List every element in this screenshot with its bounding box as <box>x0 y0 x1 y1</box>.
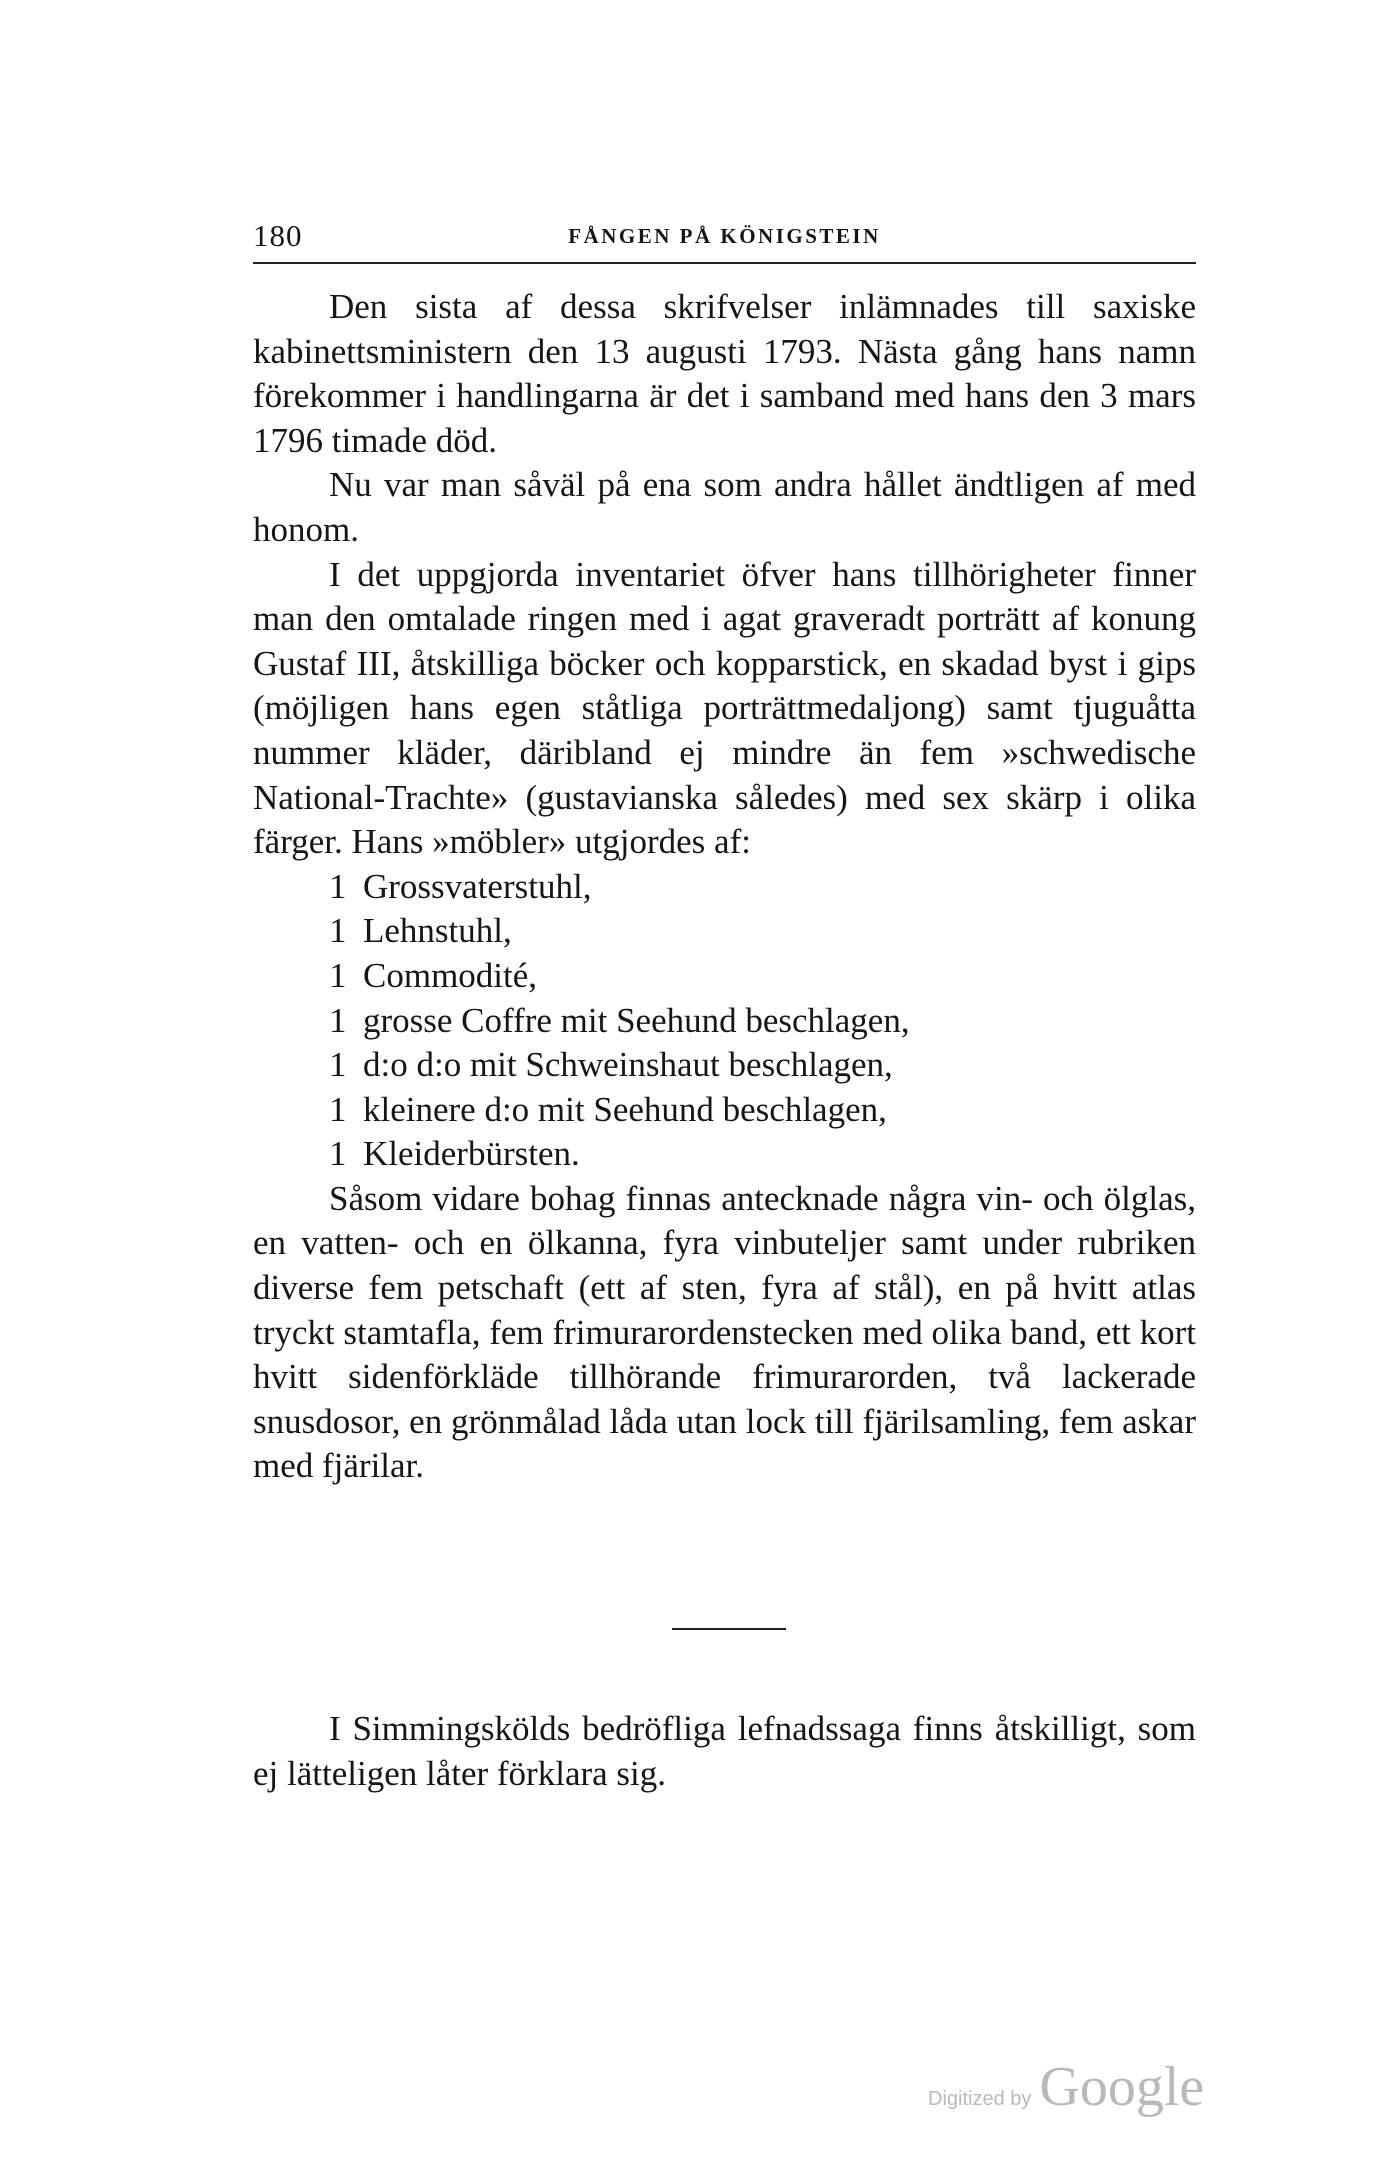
inventory-item <box>329 865 1196 910</box>
body-text <box>253 285 1196 1489</box>
item-text: Grossvaterstuhl, <box>363 866 592 906</box>
item-count: 1 <box>329 911 347 951</box>
item-text: Commodité, <box>363 955 538 995</box>
inventory-item <box>329 1043 1196 1088</box>
watermark-prefix: Digitized by <box>928 2088 1032 2110</box>
item-text: grosse Coffre mit Seehund beschlagen, <box>363 1000 910 1040</box>
page-number: 180 <box>253 218 303 253</box>
item-count: 1 <box>329 866 347 906</box>
item-text: Lehnstuhl, <box>363 911 512 951</box>
inventory-item <box>329 1132 1196 1177</box>
item-text: Kleiderbürsten. <box>363 1134 580 1174</box>
paragraph: I det uppgjorda inventariet öfver hans tillhörigheter finner man den omtalade ringen med i agat graveradt porträtt af konung Gustaf III, åtskilliga böcker och kopparstick, en skadad byst i gips (möjligen hans egen ståtliga porträttmedaljong) samt tjuguåtta nummer kläder, däribland ej mindre än fem »schwedische National-Trachte» (gustavianska således) med sex skärp i olika färger. Hans »möbler» utgjordes af: <box>253 554 1196 862</box>
inventory-item <box>329 909 1196 954</box>
inventory-item <box>329 954 1196 999</box>
item-count: 1 <box>329 955 347 995</box>
footnote-text: I Simmingskölds bedröfliga lefnadssaga finns åtskilligt, som ej lätteligen låter förklara sig. <box>253 1709 1196 1793</box>
running-head <box>253 218 1196 264</box>
inventory-list <box>253 865 1196 1177</box>
item-count: 1 <box>329 1089 347 1129</box>
item-text: kleinere d:o mit Seehund beschlagen, <box>363 1089 887 1129</box>
item-count: 1 <box>329 1045 347 1085</box>
running-title: FÅNGEN PÅ KÖNIGSTEIN <box>568 224 881 248</box>
inventory-item <box>329 999 1196 1044</box>
footnote-divider <box>672 1628 786 1630</box>
footnote <box>253 1707 1196 1796</box>
watermark-brand: Google <box>1039 2056 1205 2118</box>
paragraph: Nu var man såväl på ena som andra hållet ändtligen af med honom. <box>253 465 1196 549</box>
digitization-watermark <box>928 2055 1204 2119</box>
item-count: 1 <box>329 1000 347 1040</box>
item-text: d:o d:o mit Schweinshaut beschlagen, <box>363 1045 893 1085</box>
paragraph: Såsom vidare bohag finnas antecknade några vin- och ölglas, en vatten- och en ölkanna, fyra vinbuteljer samt under rubriken diverse fem petschaft (ett af sten, fyra af stål), en på hvitt atlas tryckt stamtafla, fem frimurarordenstecken med olika band, ett kort hvitt sidenförkläde tillhörande frimurarorden, två lackerade snusdosor, en grönmålad låda utan lock till fjärilsamling, fem askar med fjärilar. <box>253 1178 1196 1486</box>
inventory-item <box>329 1088 1196 1133</box>
paragraph: Den sista af dessa skrifvelser inlämnades till saxiske kabinettsministern den 13 augusti 1793. Nästa gång hans namn förekommer i handlingarna är det i samband med hans den 3 mars 1796 timade död. <box>253 287 1196 460</box>
item-count: 1 <box>329 1134 347 1174</box>
